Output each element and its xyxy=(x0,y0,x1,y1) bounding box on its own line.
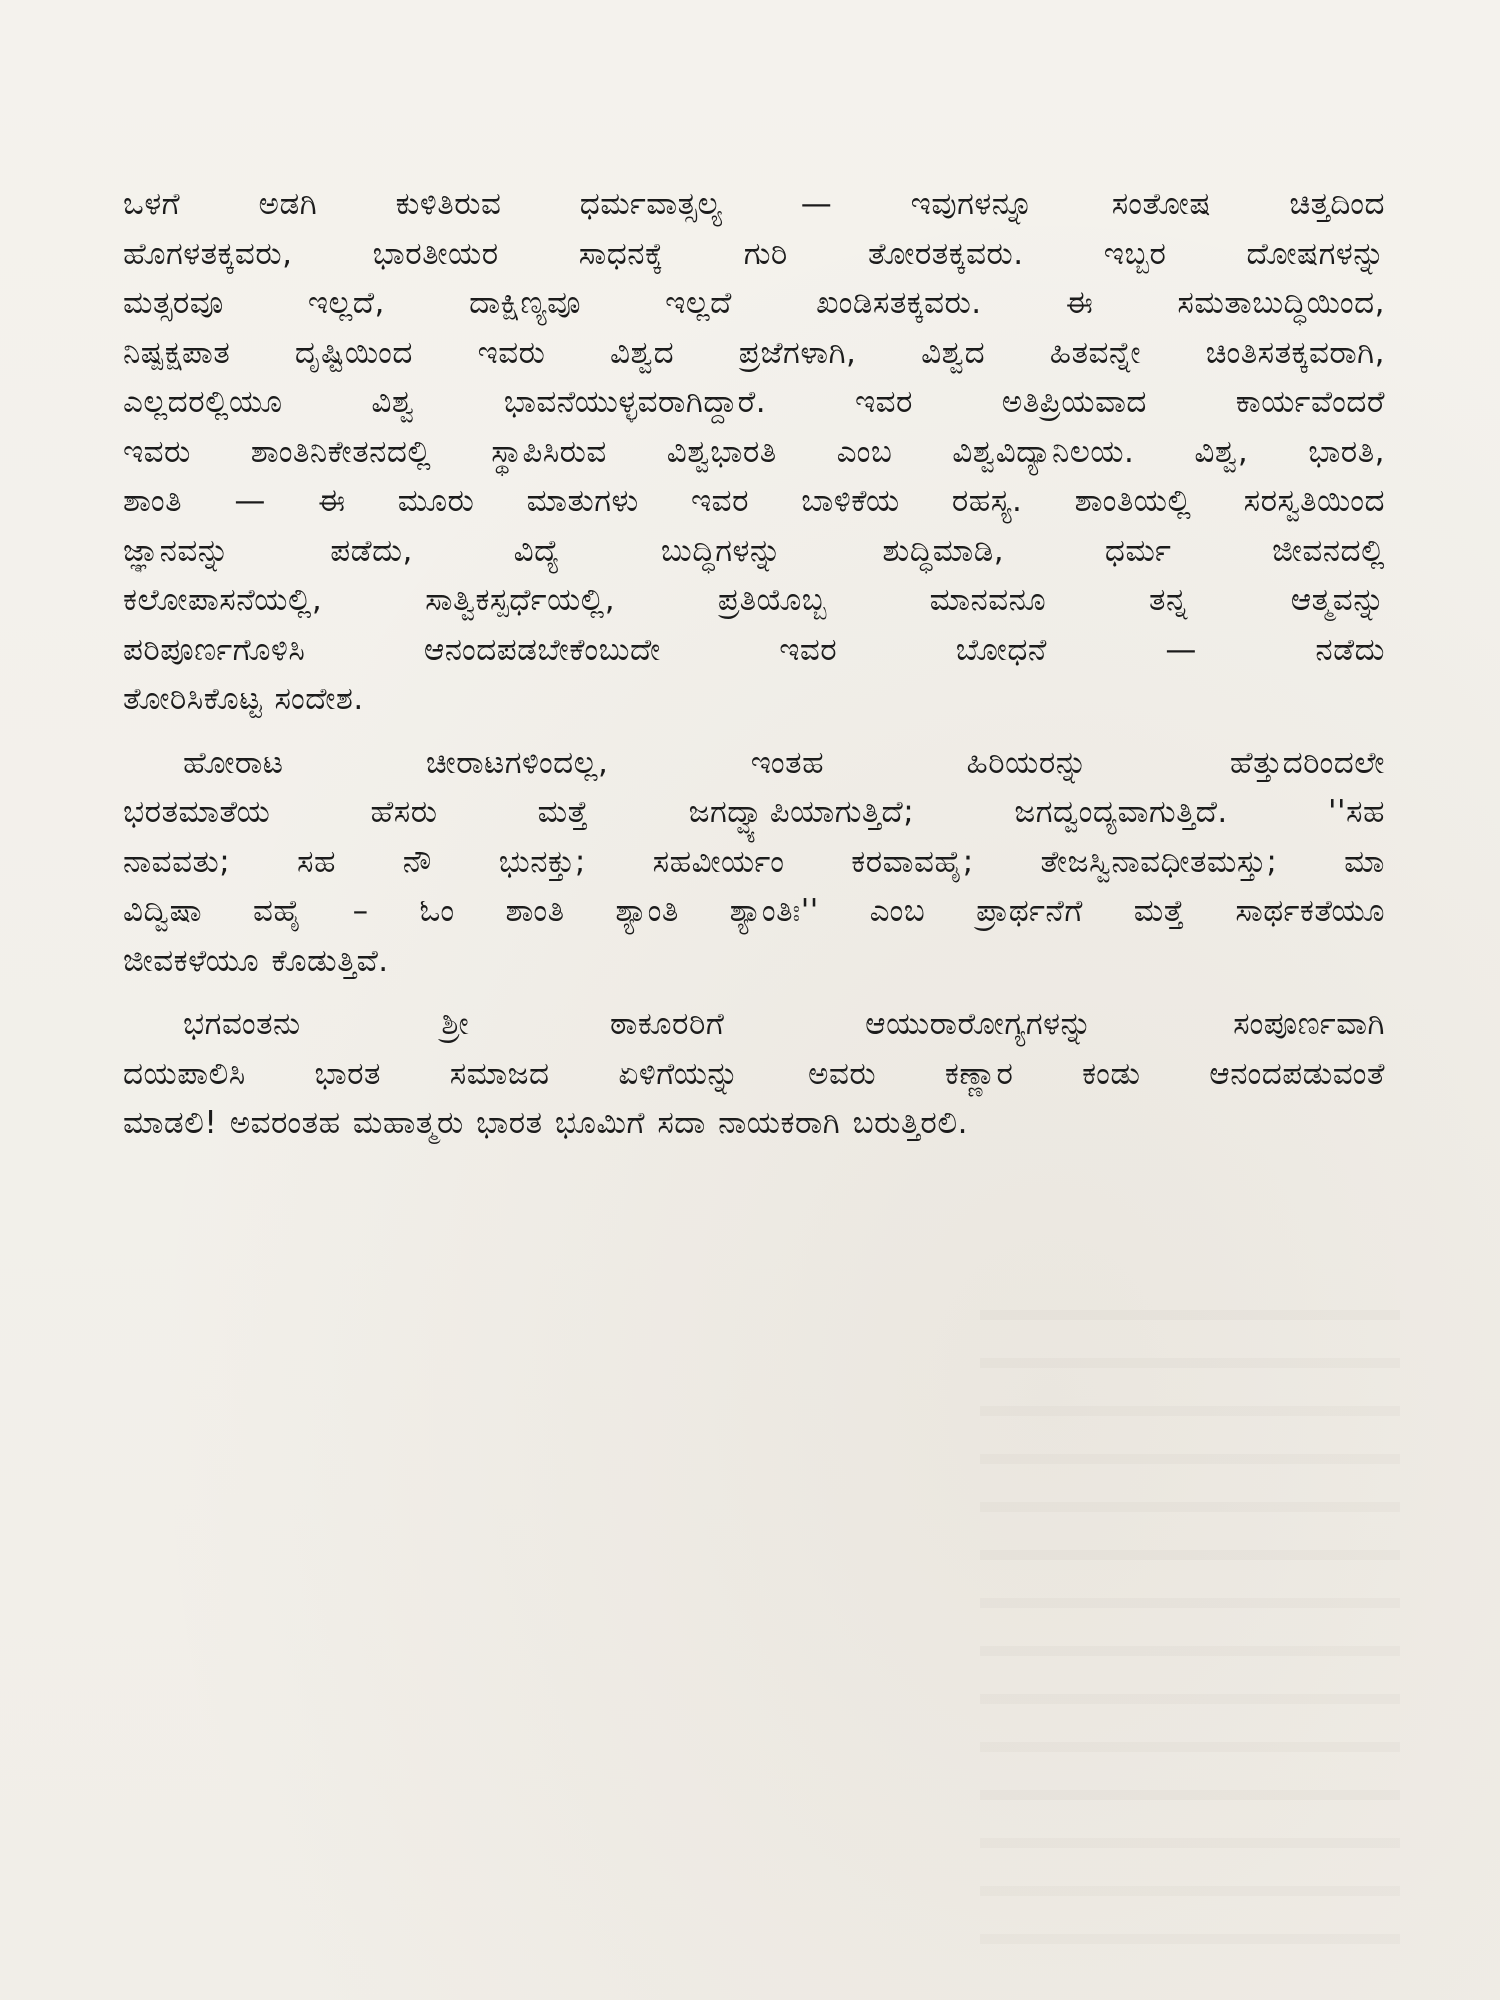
paragraph-3 xyxy=(123,1000,1385,1149)
text-line: ಭರತಮಾತೆಯ ಹೆಸರು ಮತ್ತೆ ಜಗದ್ವ್ಯಾಪಿಯಾಗುತ್ತಿದೆ; ಜಗದ್ವಂದ್ಯವಾಗುತ್ತಿದೆ. ''ಸಹ xyxy=(123,794,1385,830)
body-text xyxy=(123,180,1385,1149)
text-line: ಹೋರಾಟ ಚೀರಾಟಗಳಿಂದಲ್ಲ, ಇಂತಹ ಹಿರಿಯರನ್ನು ಹೆತ್ತುದರಿಂದಲೇ xyxy=(183,744,1385,781)
text-line: ನಿಷ್ಪಕ್ಷಪಾತ ದೃಷ್ಟಿಯಿಂದ ಇವರು ವಿಶ್ವದ ಪ್ರಜೆಗಳಾಗಿ, ವಿಶ್ವದ ಹಿತವನ್ನೇ ಚಿಂತಿಸತಕ್ಕವರಾಗಿ, xyxy=(123,334,1385,371)
text-line: ಶಾಂತಿ — ಈ ಮೂರು ಮಾತುಗಳು ಇವರ ಬಾಳಿಕೆಯ ರಹಸ್ಯ. ಶಾಂತಿಯಲ್ಲಿ ಸರಸ್ವತಿಯಿಂದ xyxy=(123,483,1385,519)
text-line: ನಾವವತು; ಸಹ ನೌ ಭುನಕ್ತು; ಸಹವೀರ್ಯಂ ಕರವಾವಹೈ; ತೇಜಸ್ವಿನಾವಧೀತಮಸ್ತು; ಮಾ xyxy=(123,843,1385,880)
text-line: ತೋರಿಸಿಕೊಟ್ಟ ಸಂದೇಶ. xyxy=(123,681,364,717)
paragraph-1 xyxy=(123,180,1385,725)
text-line: ವಿದ್ವಿಷಾ ವಹೈ – ಓಂ ಶಾಂತಿ ಶ್ಯಾಂತಿ ಶ್ಯಾಂತಿಃ'' ಎಂಬ ಪ್ರಾರ್ಥನೆಗೆ ಮತ್ತೆ ಸಾರ್ಥಕತೆಯೂ xyxy=(123,893,1385,929)
text-line: ಭಗವಂತನು ಶ್ರೀ ಠಾಕೂರರಿಗೆ ಆಯುರಾರೋಗ್ಯಗಳನ್ನು ಸಂಪೂರ್ಣವಾಗಿ xyxy=(183,1006,1385,1042)
paragraph-2 xyxy=(123,739,1385,987)
text-line: ಮತ್ಸರವೂ ಇಲ್ಲದೆ, ದಾಕ್ಷಿಣ್ಯವೂ ಇಲ್ಲದೆ ಖಂಡಿಸತಕ್ಕವರು. ಈ ಸಮತಾಬುದ್ಧಿಯಿಂದ, xyxy=(123,285,1385,321)
text-line: ಜೀವಕಳೆಯೂ ಕೊಡುತ್ತಿವೆ. xyxy=(123,942,389,979)
text-line: ದಯಪಾಲಿಸಿ ಭಾರತ ಸಮಾಜದ ಏಳಿಗೆಯನ್ನು ಅವರು ಕಣ್ಣಾರ ಕಂಡು ಆನಂದಪಡುವಂತೆ xyxy=(123,1055,1385,1092)
text-line: ಹೊಗಳತಕ್ಕವರು, ಭಾರತೀಯರ ಸಾಧನಕ್ಕೆ ಗುರಿ ತೋರತಕ್ಕವರು. ಇಬ್ಬರ ದೋಷಗಳನ್ನು xyxy=(123,235,1385,272)
text-line: ಇವರು ಶಾಂತಿನಿಕೇತನದಲ್ಲಿ ಸ್ಥಾಪಿಸಿರುವ ವಿಶ್ವಭಾರತಿ ಎಂಬ ವಿಶ್ವವಿದ್ಯಾನಿಲಯ. ವಿಶ್ವ, ಭಾರತಿ, xyxy=(123,433,1385,470)
text-line: ಎಲ್ಲದರಲ್ಲಿಯೂ ವಿಶ್ವ ಭಾವನೆಯುಳ್ಳವರಾಗಿದ್ದಾರೆ. ಇವರ ಅತಿಪ್ರಿಯವಾದ ಕಾರ್ಯವೆಂದರೆ xyxy=(123,384,1385,420)
reverse-side-bleed-through xyxy=(980,1310,1400,1950)
text-line: ಮಾಡಲಿ! ಅವರಂತಹ ಮಹಾತ್ಮರು ಭಾರತ ಭೂಮಿಗೆ ಸದಾ ನಾಯಕರಾಗಿ ಬರುತ್ತಿರಲಿ. xyxy=(123,1105,968,1141)
text-line: ಪರಿಪೂರ್ಣಗೊಳಿಸಿ ಆನಂದಪಡಬೇಕೆಂಬುದೇ ಇವರ ಬೋಧನೆ — ನಡೆದು xyxy=(123,631,1385,668)
text-line: ಒಳಗೆ ಅಡಗಿ ಕುಳಿತಿರುವ ಧರ್ಮವಾತ್ಸಲ್ಯ — ಇವುಗಳನ್ನೂ ಸಂತೋಷ ಚಿತ್ತದಿಂದ xyxy=(123,186,1385,222)
text-line: ಕಲೋಪಾಸನೆಯಲ್ಲಿ, ಸಾತ್ವಿಕಸ್ಪರ್ಧೆಯಲ್ಲಿ, ಪ್ರತಿಯೊಬ್ಬ ಮಾನವನೂ ತನ್ನ ಆತ್ಮವನ್ನು xyxy=(123,582,1385,618)
text-line: ಜ್ಞಾನವನ್ನು ಪಡೆದು, ವಿದ್ಯೆ ಬುದ್ಧಿಗಳನ್ನು ಶುದ್ಧಿಮಾಡಿ, ಧರ್ಮ ಜೀವನದಲ್ಲಿ xyxy=(123,532,1385,569)
